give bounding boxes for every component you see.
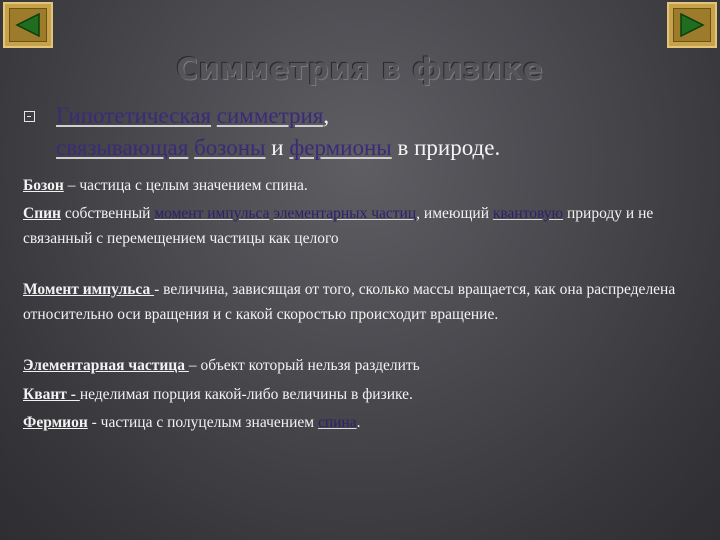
bullet-paragraph: [56, 100, 696, 164]
prev-slide-button[interactable]: [3, 2, 53, 48]
definition-elementary-particle: [23, 353, 703, 378]
spin-text-4: природу и не связанный с перемещением частицы как целого: [23, 205, 654, 247]
term-fermion[interactable]: Фермион: [23, 414, 88, 431]
definition-fermion: [23, 410, 703, 435]
slide-title: Симметрия в физике: [176, 52, 544, 86]
definition-quantum: [23, 382, 703, 407]
link-spin[interactable]: спина: [317, 414, 357, 431]
bullet-comma: ,: [323, 103, 330, 128]
spin-text-3: , имеющий: [416, 205, 493, 222]
link-bosons[interactable]: бозоны: [194, 135, 266, 160]
link-quantum-nature[interactable]: квантовую: [492, 205, 564, 222]
link-elementary-particles[interactable]: элементарных частиц: [273, 205, 417, 222]
definition-elementary-particle-text: – объект который нельзя разделить: [188, 357, 420, 374]
fermion-text-1: - частица с полуцелым значением: [87, 414, 318, 431]
term-quantum[interactable]: Квант -: [23, 386, 80, 403]
link-symmetry[interactable]: симметрия: [216, 103, 324, 128]
definition-angular-momentum-text: - величина, зависящая от того, сколько массы вращается, как она распределена относительно оси вращения и с какой скоростью происходит вращение.: [23, 281, 676, 323]
term-elementary-particle[interactable]: Элементарная частица: [23, 357, 189, 374]
definition-angular-momentum: [23, 277, 703, 327]
link-connecting[interactable]: связывающая: [56, 135, 189, 160]
spin-text-1: собственный: [61, 205, 155, 222]
term-spin[interactable]: Спин: [23, 205, 61, 222]
triangle-left-icon: [15, 13, 41, 37]
definition-boson: [23, 173, 703, 198]
square-bullet-icon: [24, 111, 35, 122]
triangle-right-icon: [679, 13, 705, 37]
prev-button-frame: [9, 8, 47, 42]
link-angular-momentum[interactable]: момент импульса: [154, 205, 270, 222]
term-boson[interactable]: Бозон: [23, 177, 64, 194]
link-hypothetical[interactable]: Гипотетическая: [56, 103, 212, 128]
definition-quantum-text: неделимая порция какой-либо величины в физике.: [79, 386, 413, 403]
bullet-and: и: [271, 135, 284, 160]
bullet-tail: в природе.: [397, 135, 501, 160]
definition-spin: [23, 201, 703, 251]
next-button-frame: [673, 8, 711, 42]
definition-boson-text: – частица с целым значением спина.: [63, 177, 308, 194]
link-fermions[interactable]: фермионы: [289, 135, 392, 160]
next-slide-button[interactable]: [667, 2, 717, 48]
term-angular-momentum[interactable]: Момент импульса: [23, 281, 155, 298]
fermion-text-2: .: [356, 414, 361, 431]
